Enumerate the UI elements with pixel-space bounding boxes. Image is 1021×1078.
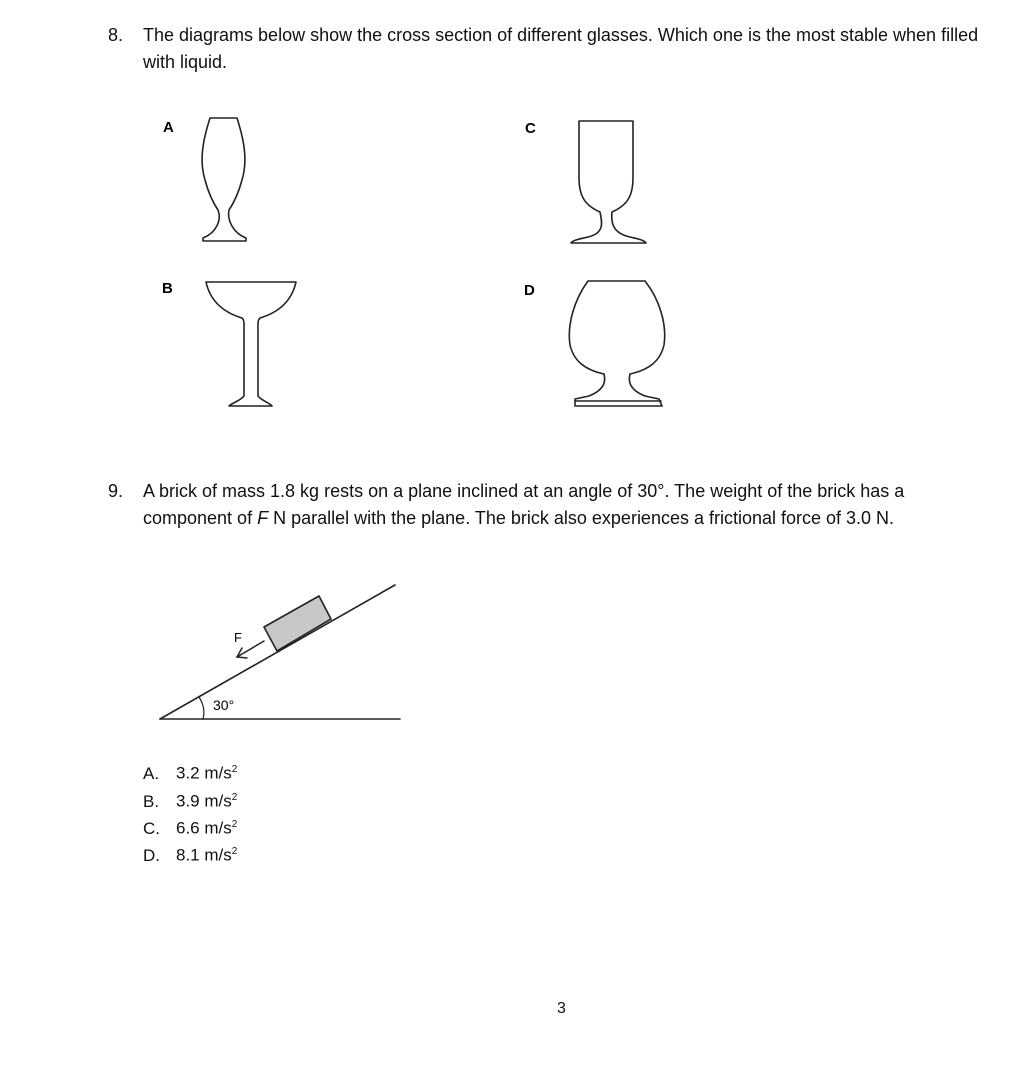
glass-label-c: C	[525, 120, 536, 137]
option-exponent: 2	[231, 792, 238, 803]
option-value: 3.9 m/s	[176, 791, 232, 811]
glass-c	[571, 121, 646, 243]
question-number: 8.	[108, 25, 124, 45]
question-text: The diagrams below show the cross section of different glasses. Which one is the most stable when filled with liquid.	[143, 25, 979, 72]
question-text-variable: F	[257, 508, 269, 528]
question-text	[143, 478, 988, 532]
question-text-part: N parallel with the plane. The brick also experiences a frictional force of 3.0 N.	[268, 508, 895, 528]
question-text-part: A brick of mass 1.8 kg rests on a plane inclined at an angle of 30°. The weight of the brick has a component of	[143, 481, 905, 528]
option-letter: B.	[143, 791, 160, 811]
option-c	[143, 815, 237, 839]
option-value: 6.6 m/s	[176, 818, 232, 838]
option-exponent: 2	[231, 764, 238, 775]
option-exponent: 2	[231, 819, 238, 830]
angle-label: 30°	[213, 697, 235, 713]
option-d	[143, 842, 237, 866]
angle-arc	[199, 697, 204, 719]
option-b	[143, 788, 237, 812]
option-value: 3.2 m/s	[176, 763, 232, 783]
question-number: 9.	[108, 481, 124, 501]
glass-label-a: A	[163, 119, 174, 136]
page-number: 3	[557, 1000, 566, 1017]
glass-d	[569, 281, 664, 406]
option-value: 8.1 m/s	[176, 845, 232, 865]
inclined-plane-figure	[160, 585, 400, 719]
glass-b	[206, 282, 296, 406]
force-label: F	[234, 630, 242, 645]
glass-a	[202, 118, 246, 241]
brick	[264, 596, 331, 651]
option-exponent: 2	[231, 846, 238, 857]
glass-label-b: B	[162, 280, 173, 297]
option-a	[143, 760, 237, 784]
slope-line	[160, 585, 395, 719]
option-letter: A.	[143, 763, 160, 783]
option-letter: C.	[143, 818, 160, 838]
glass-label-d: D	[524, 282, 535, 299]
option-letter: D.	[143, 845, 160, 865]
